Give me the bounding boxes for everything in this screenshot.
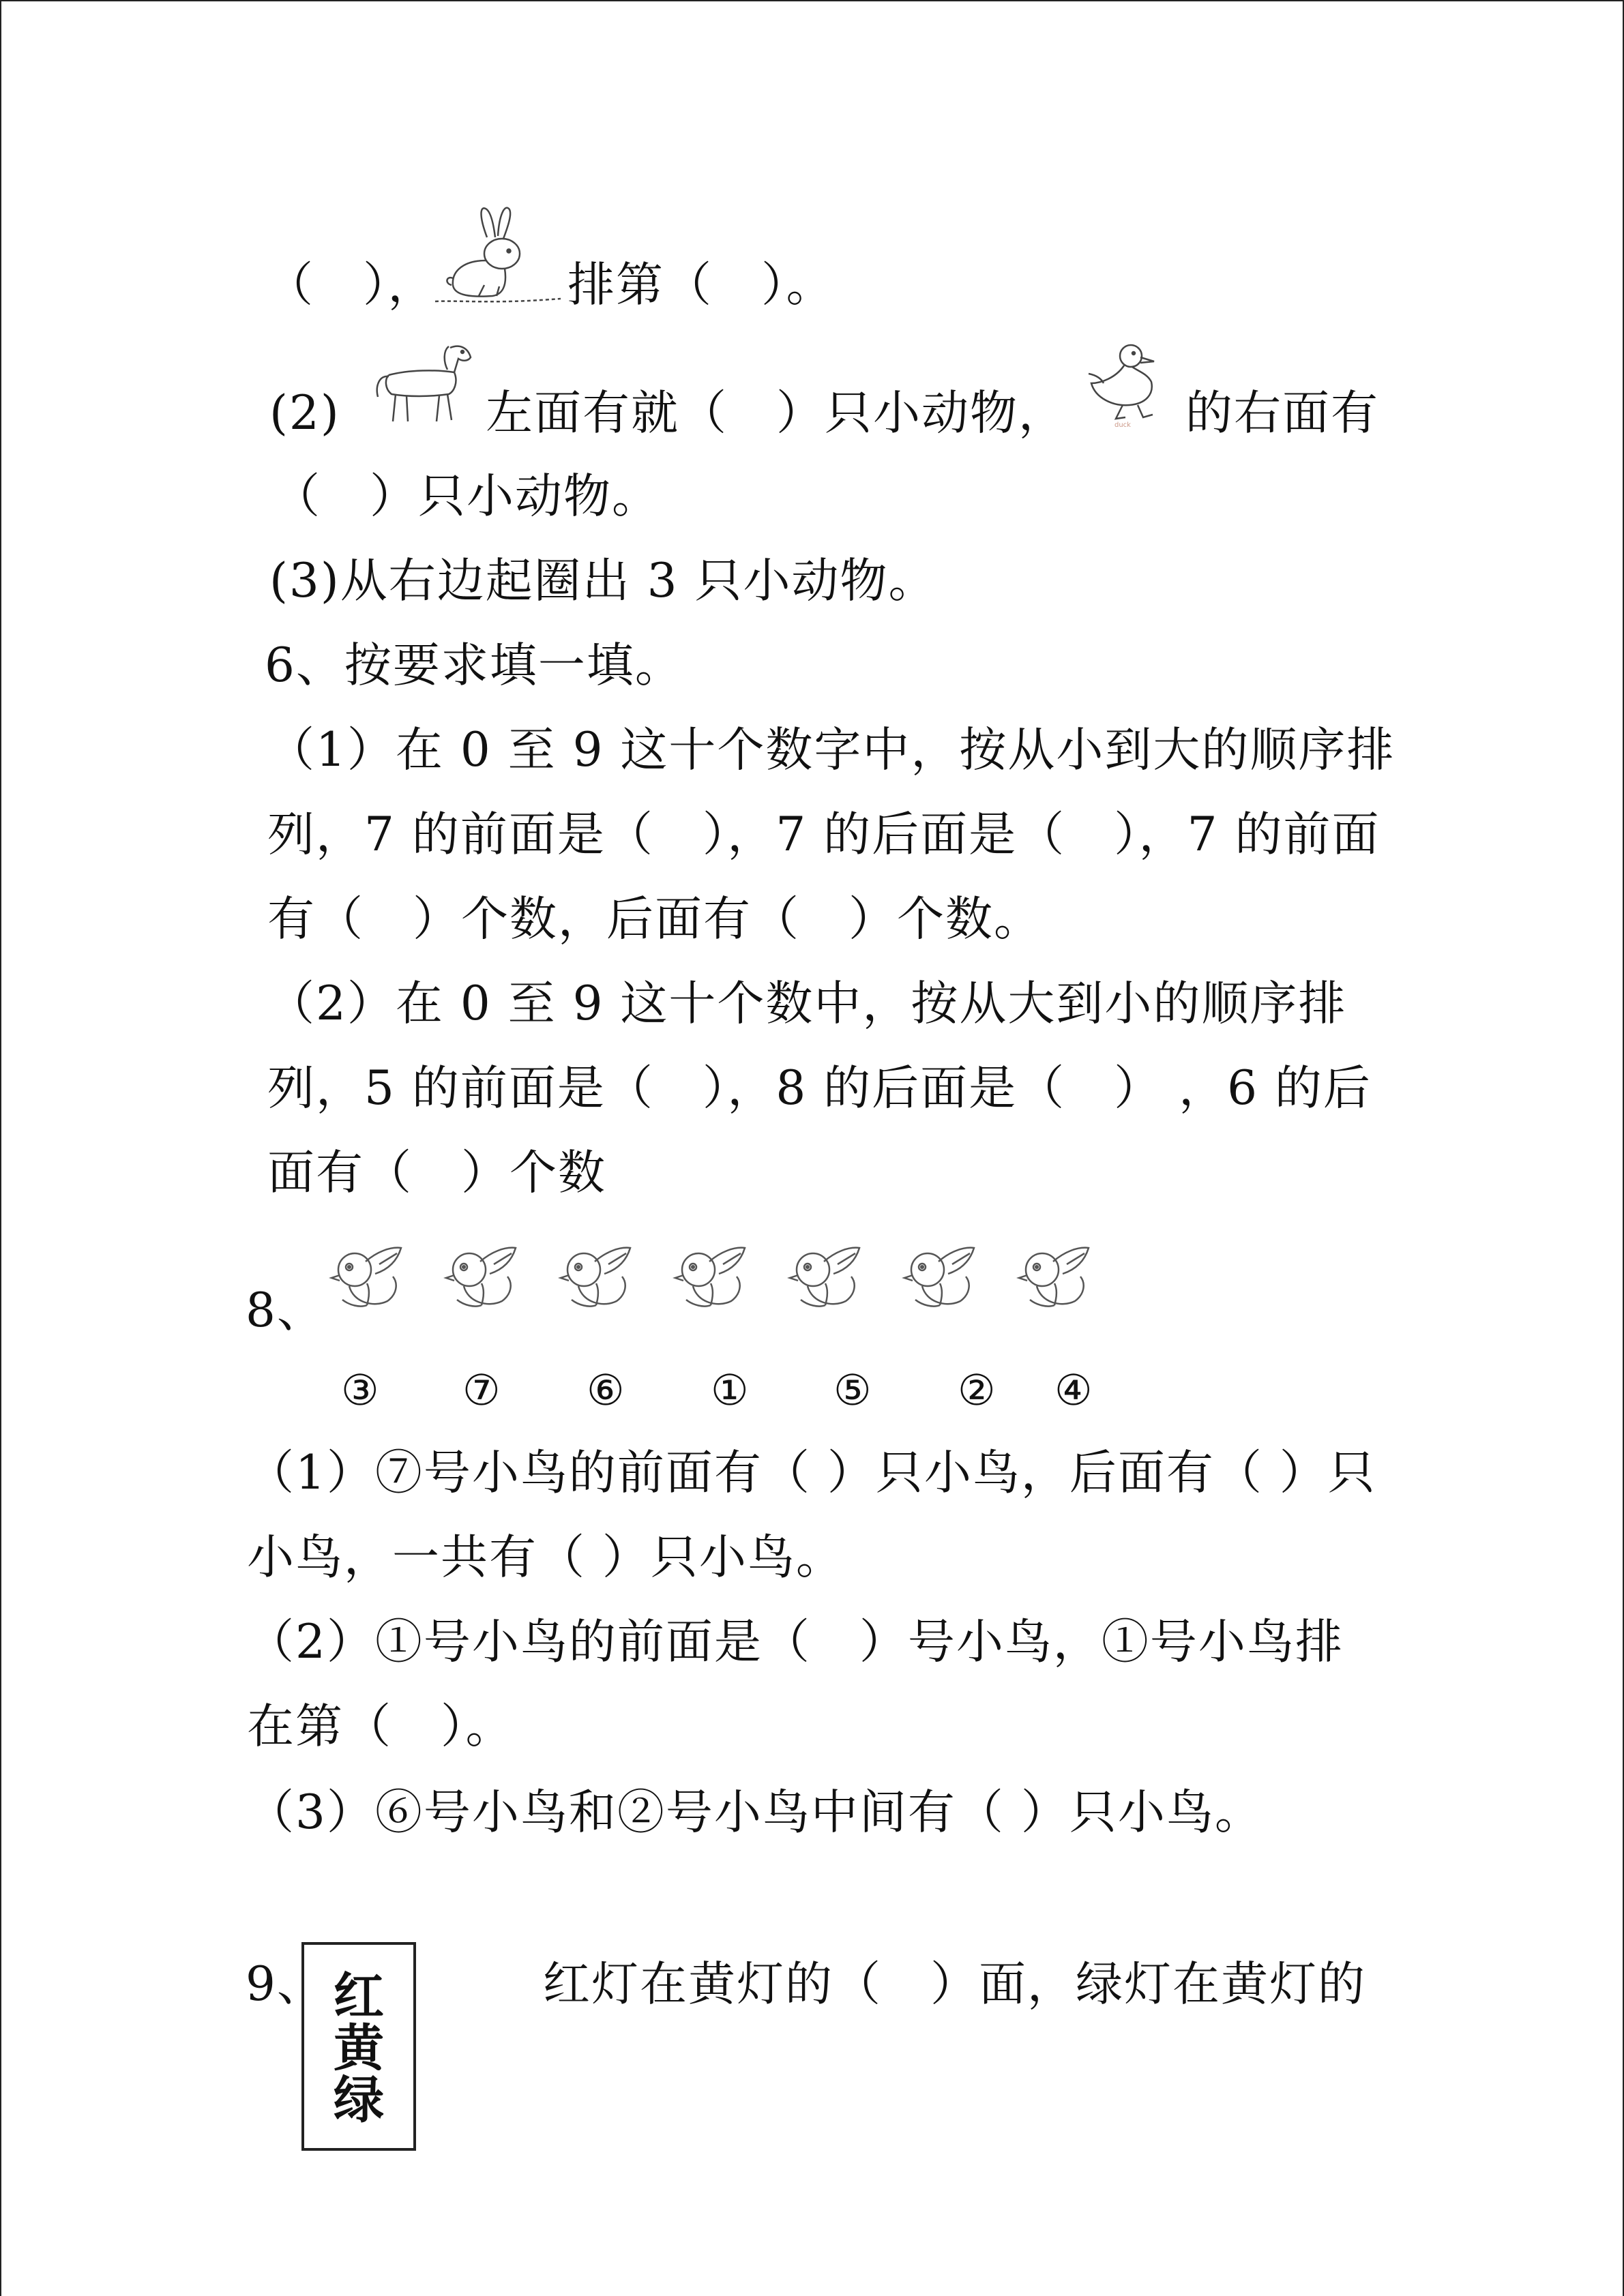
q5-q2-end: 的右面有 [1185, 386, 1379, 441]
q9-text: 红灯在黄灯的（ ）面，绿灯在黄灯的 [543, 1957, 1366, 2012]
bird-icon [551, 1234, 647, 1323]
bird-number: ⑥ [587, 1365, 625, 1415]
bird-icon [437, 1234, 532, 1323]
bird-number: ⑦ [462, 1365, 501, 1415]
bird-number: ② [958, 1365, 996, 1415]
q6-p1-line1: （1）在 0 至 9 这十个数字中，按从小到大的顺序排 [267, 723, 1396, 777]
bird-icon [666, 1234, 761, 1323]
q5-q2-continued: （ ）只小动物。 [273, 469, 660, 524]
bird-icon [895, 1234, 990, 1323]
q5-q2-middle: 左面有就（ ）只小动物， [486, 386, 1067, 441]
q5-line-a-right: 排第（ ）。 [567, 258, 835, 312]
rabbit-icon [431, 202, 567, 311]
q8-p1-line2: 小鸟，一共有（ ）只小鸟。 [247, 1530, 844, 1585]
q6-p2-line3: 面有（ ）个数 [267, 1146, 606, 1200]
q6-p1-line2: 列，7 的前面是（ ），7 的后面是（ ），7 的前面 [267, 807, 1381, 862]
bird-number: ⑤ [833, 1365, 872, 1415]
q9-label: 9、 [246, 1957, 325, 2012]
traffic-light-box [301, 1942, 416, 2151]
green-light-label: 绿 [334, 2071, 384, 2130]
yellow-light-label: 黄 [334, 2019, 384, 2078]
bird-number: ③ [341, 1365, 379, 1415]
q8-label: 8、 [246, 1283, 325, 1338]
q8-p1-line1: （1）⑦号小鸟的前面有（ ）只小鸟，后面有（ ）只 [247, 1446, 1376, 1500]
q5-q2-number: (2) [269, 386, 340, 441]
q8-p2-line2: 在第（ ）。 [247, 1699, 514, 1754]
bird-icon [322, 1234, 417, 1323]
q6-p2-line1: （2）在 0 至 9 这十个数中，按从大到小的顺序排 [267, 976, 1347, 1031]
bird-number: ④ [1054, 1365, 1093, 1415]
duck-icon [1075, 336, 1184, 431]
q5-line-a-left: （ ）， [266, 258, 437, 312]
q8-p2-line1: （2）①号小鸟的前面是（ ）号小鸟，①号小鸟排 [247, 1615, 1344, 1669]
svg-text:duck: duck [1114, 421, 1131, 429]
bird-icon [780, 1234, 876, 1323]
bird-number: ① [711, 1365, 749, 1415]
q6-p2-line2: 列，5 的前面是（ ），8 的后面是（ ） ，6 的后 [267, 1061, 1372, 1116]
q8-p3: （3）⑥号小鸟和②号小鸟中间有（ ）只小鸟。 [247, 1785, 1263, 1840]
bird-icon [1009, 1234, 1105, 1323]
q6-title: 6、按要求填一填。 [265, 638, 683, 693]
horse-icon [368, 334, 484, 430]
q6-p1-line3: 有（ ）个数，后面有（ ）个数。 [267, 892, 1042, 946]
q5-q3: (3)从右边起圈出 3 只小动物。 [269, 554, 937, 608]
red-light-label: 红 [334, 1967, 384, 2026]
